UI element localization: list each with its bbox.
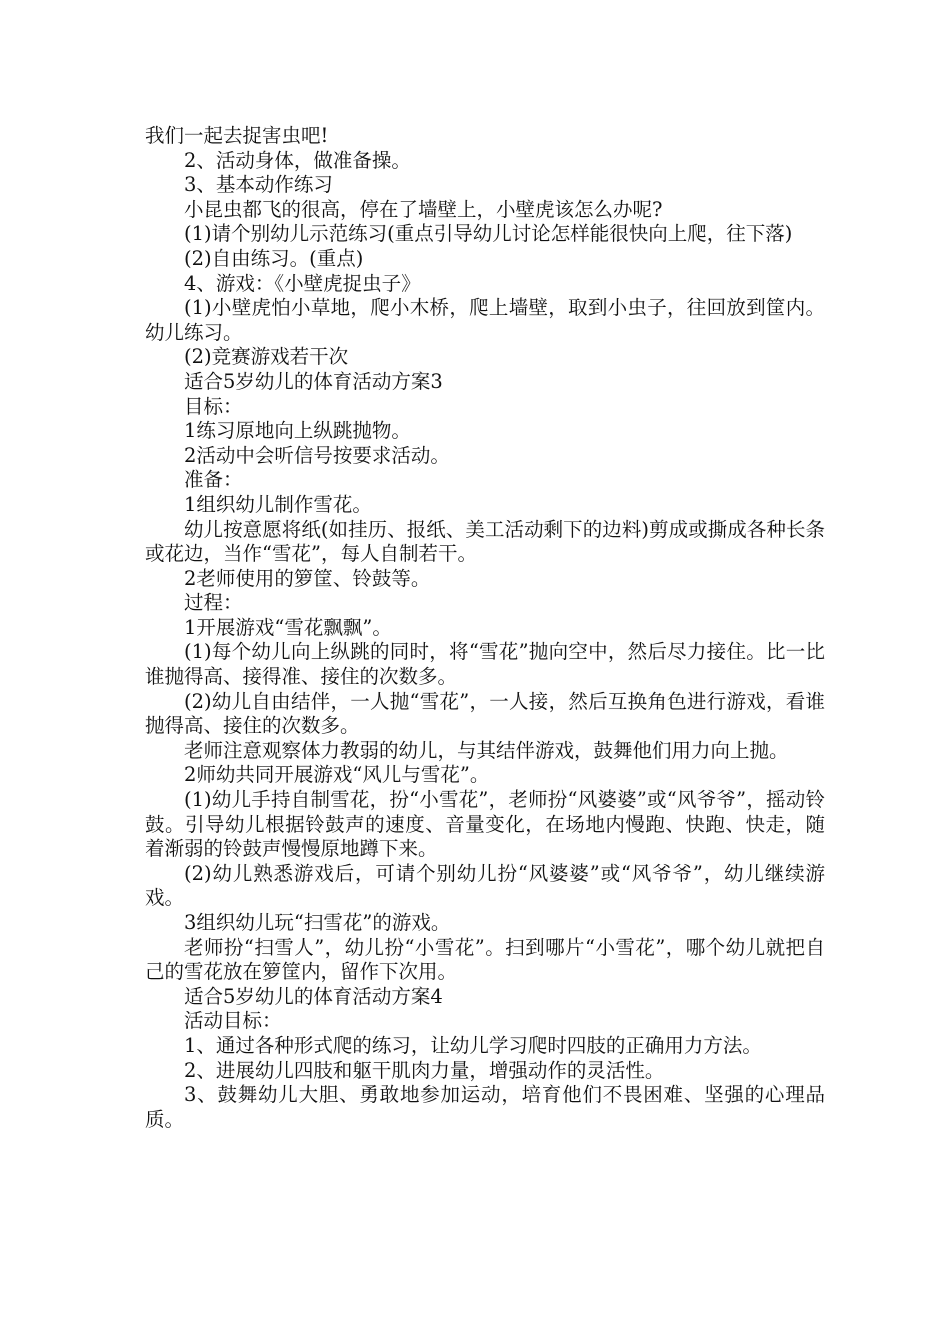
paragraph: (1)幼儿手持自制雪花，扮“小雪花”，老师扮“风婆婆”或“风爷爷”，摇动铃鼓。引导幼儿根据铃鼓声的速度、音量变化，在场地内慢跑、快跑、快走，随着渐弱的铃鼓声慢慢原地蹲下来。	[145, 788, 825, 861]
paragraph: 2、活动身体，做准备操。	[184, 148, 411, 172]
paragraph: 3组织幼儿玩“扫雪花”的游戏。	[184, 911, 451, 934]
paragraph: 2活动中会听信号按要求活动。	[184, 443, 450, 467]
paragraph: (1)小壁虎怕小草地，爬小木桥，爬上墙壁，取到小虫子，往回放到筐内。幼儿练习。	[145, 296, 825, 344]
paragraph: 1、通过各种形式爬的练习，让幼儿学习爬时四肢的正确用力方法。	[184, 1033, 762, 1057]
paragraph: (1)每个幼儿向上纵跳的同时，将“雪花”抛向空中，然后尽力接住。比一比谁抛得高、接得准、接住的次数多。	[145, 640, 825, 689]
document-body	[145, 124, 825, 1132]
paragraph: 3、鼓舞幼儿大胆、勇敢地参加运动，培育他们不畏困难、坚强的心理品质。	[145, 1083, 825, 1131]
paragraph: 过程：	[184, 591, 243, 615]
paragraph: 2、进展幼儿四肢和躯干肌肉力量，增强动作的灵活性。	[184, 1058, 665, 1082]
paragraph: 幼儿按意愿将纸(如挂历、报纸、美工活动剩下的边料)剪成或撕成各种长条或花边，当作“雪花”，每人自制若干。	[145, 517, 825, 566]
paragraph: (2)自由练习。(重点)	[184, 246, 364, 270]
paragraph: (2)幼儿自由结伴，一人抛“雪花”，一人接，然后互换角色进行游戏，看谁抛得高、接住的次数多。	[145, 689, 825, 738]
section-heading: 适合5岁幼儿的体育活动方案4	[184, 984, 443, 1008]
paragraph: 2师幼共同开展游戏“风儿与雪花”。	[184, 763, 490, 787]
paragraph: 3、基本动作练习	[184, 173, 333, 197]
paragraph: 4、游戏：《小壁虎捉虫子》	[184, 271, 421, 295]
section-heading: 适合5岁幼儿的体育活动方案3	[184, 369, 443, 393]
paragraph: 老师注意观察体力教弱的幼儿，与其结伴游戏，鼓舞他们用力向上抛。	[184, 738, 789, 762]
paragraph: 目标：	[184, 394, 243, 418]
paragraph: (1)请个别幼儿示范练习(重点引导幼儿讨论怎样能很快向上爬，往下落)	[184, 222, 793, 246]
paragraph: 我们一起去捉害虫吧!	[145, 124, 329, 147]
paragraph: 小昆虫都飞的很高，停在了墙壁上，小壁虎该怎么办呢?	[184, 197, 663, 221]
paragraph: 准备：	[184, 468, 243, 492]
paragraph: 1开展游戏“雪花飘飘”。	[184, 615, 392, 639]
paragraph: 老师扮“扫雪人”，幼儿扮“小雪花”。扫到哪片“小雪花”，哪个幼儿就把自己的雪花放在箩筐内，留作下次用。	[145, 935, 825, 984]
paragraph: 活动目标：	[184, 1009, 282, 1033]
paragraph: 2老师使用的箩筐、铃鼓等。	[184, 566, 431, 590]
paragraph: (2)竞赛游戏若干次	[184, 345, 349, 369]
paragraph: 1练习原地向上纵跳抛物。	[184, 419, 411, 443]
paragraph: 1组织幼儿制作雪花。	[184, 492, 372, 516]
paragraph: (2)幼儿熟悉游戏后，可请个别幼儿扮“风婆婆”或“风爷爷”，幼儿继续游戏。	[145, 861, 825, 910]
